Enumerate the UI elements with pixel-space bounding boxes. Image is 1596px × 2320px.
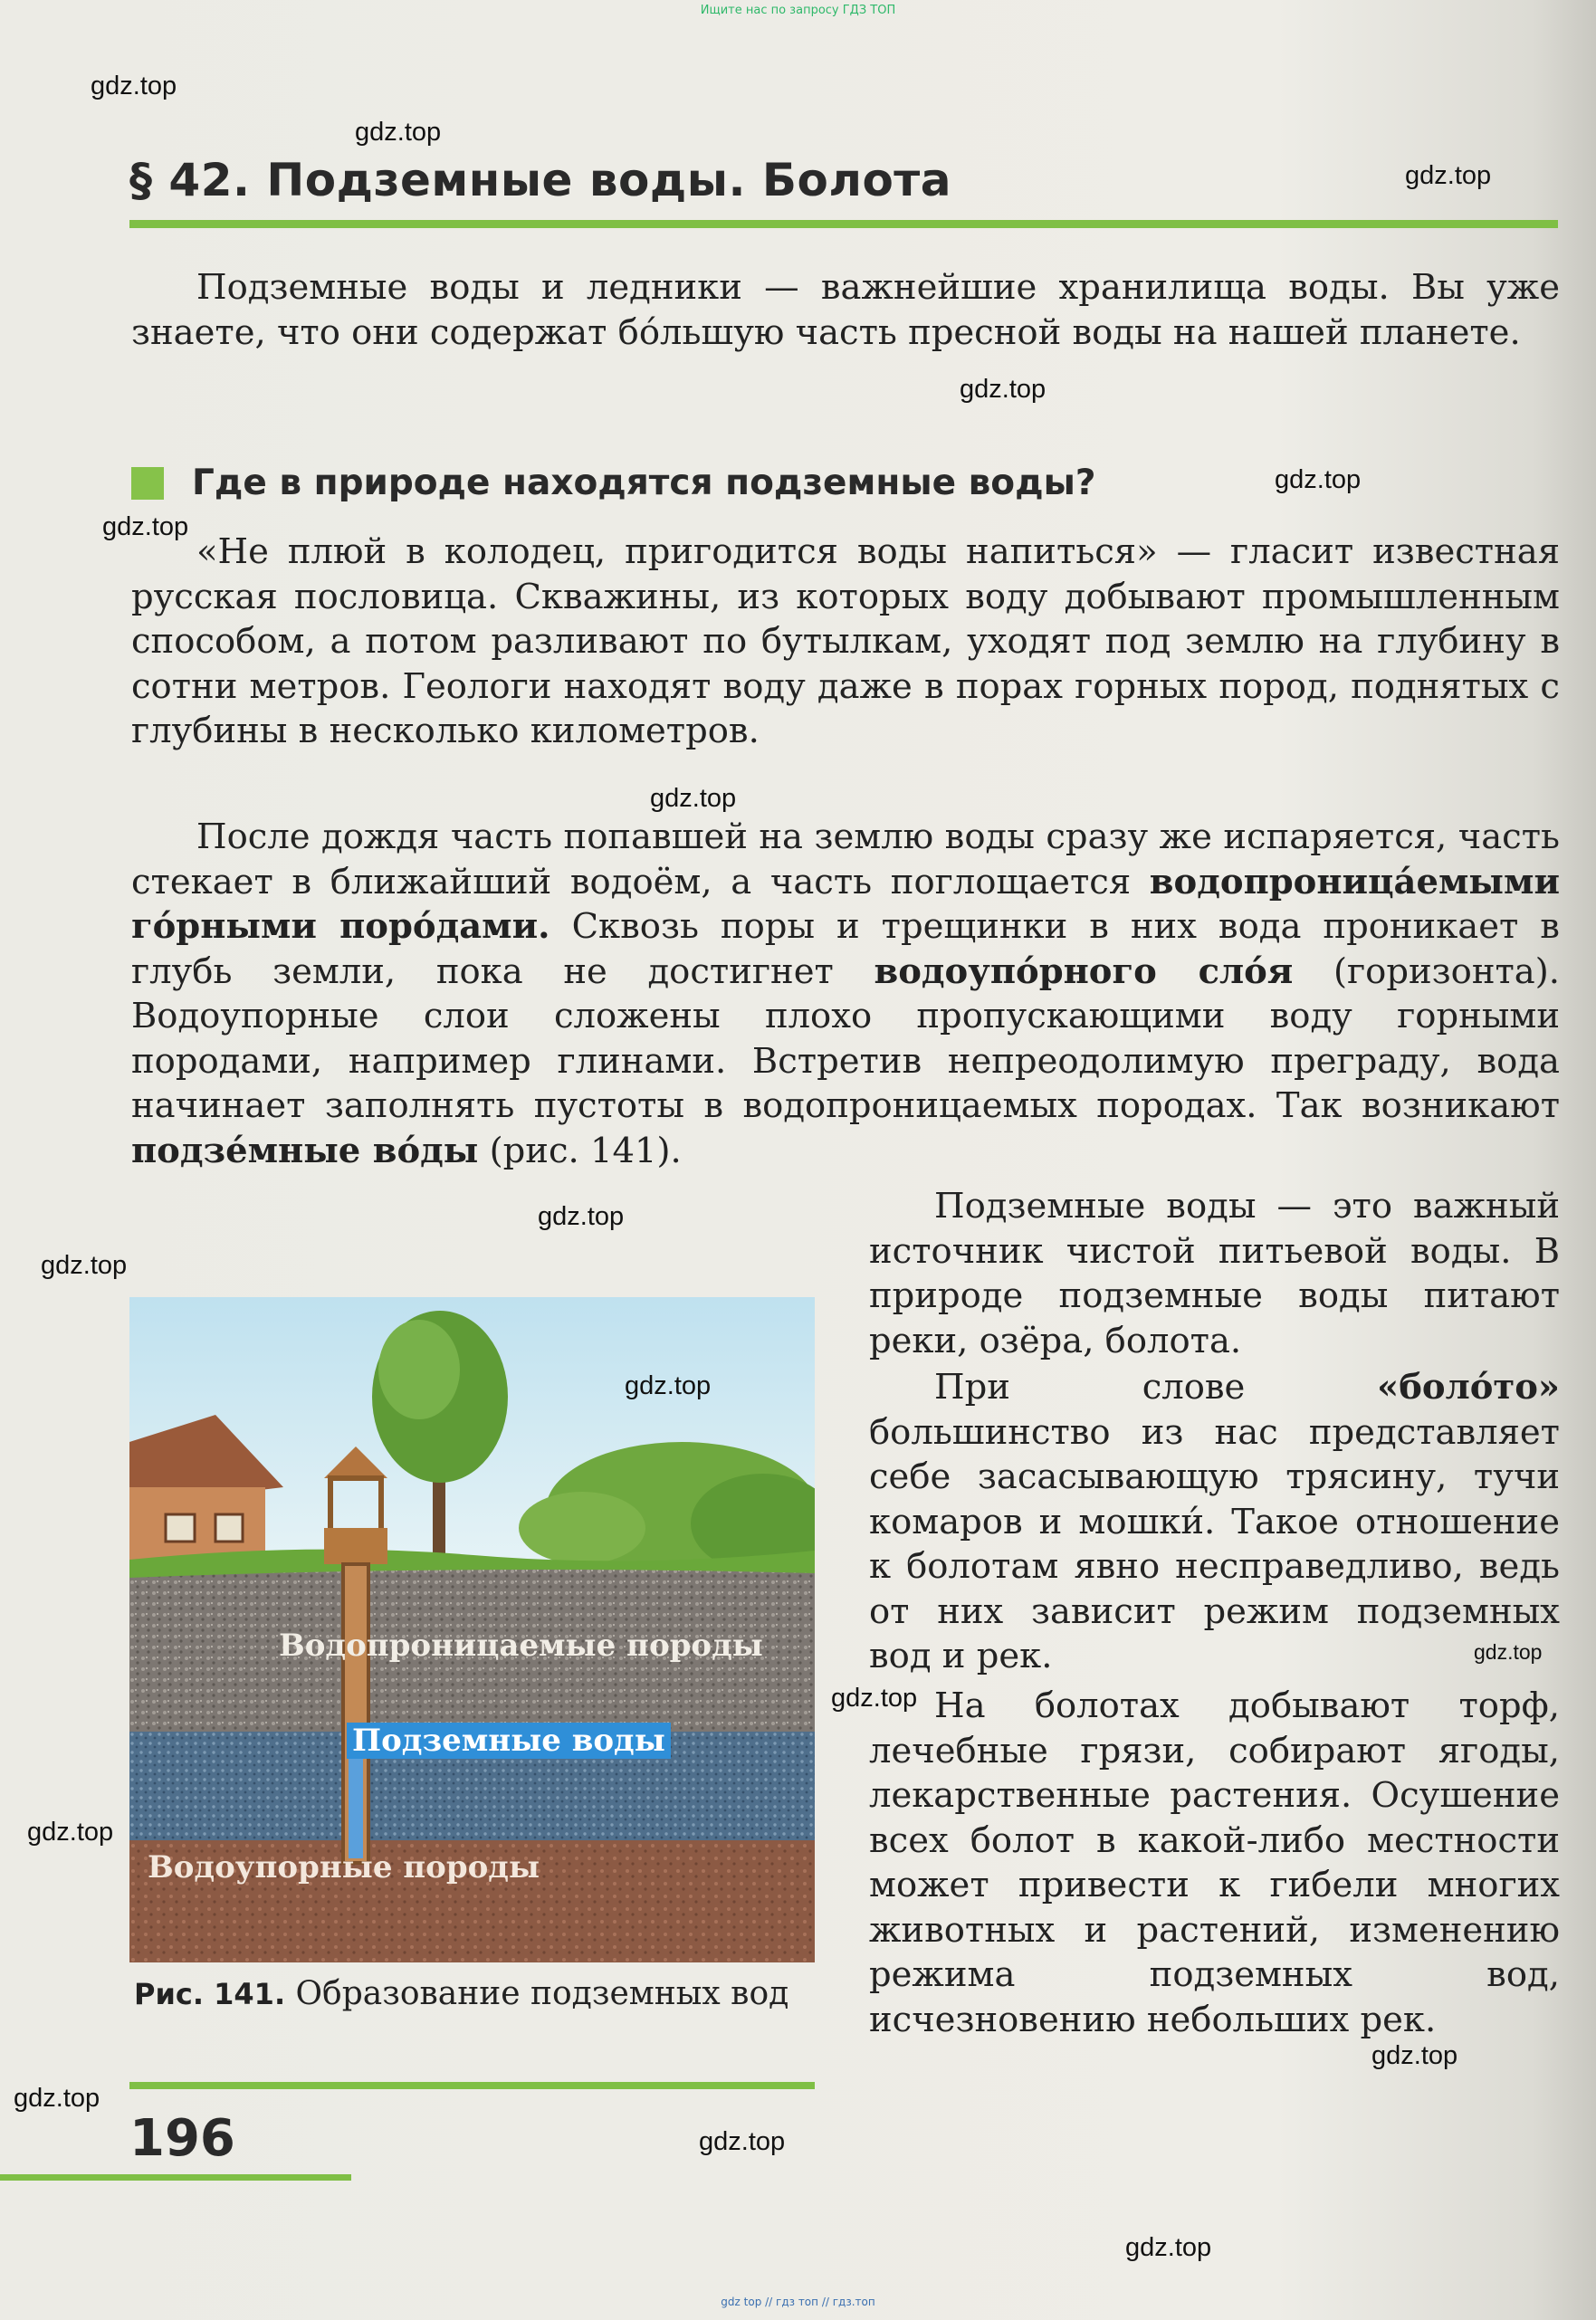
watermark: gdz.top (355, 118, 442, 147)
intro-paragraph: Подземные воды и ледники — важнейшие хранилища воды. Вы уже знаете, что они содержат бо́льшую часть пресной воды на нашей планете. (131, 267, 1560, 353)
watermark: gdz.top (1371, 2041, 1458, 2070)
caption-label: Рис. 141. (134, 1977, 286, 2011)
watermark: gdz.top (14, 2084, 100, 2113)
bottom-banner: gdz top // гдз топ // гдз.топ (721, 2296, 875, 2308)
watermark: gdz.top (625, 1371, 712, 1400)
watermark: gdz.top (831, 1684, 918, 1713)
term-swamp: «боло́то» (1377, 1367, 1560, 1408)
watermark: gdz.top (960, 375, 1046, 404)
label-groundwater: Подземные воды (347, 1723, 671, 1759)
paragraph-formation: После дождя часть попавшей на землю воды сразу же испаряется, часть стекает в ближайший водоём, а часть поглощается водопроница́емыми го́рными поро́дами. Сквозь поры и трещинки в них вода проникает в глубь земли, пока не достигнет водоупо́рного сло́я (горизонта). Водоупорные слои сложены плохо пропускающими воду горными породами, например глинами. Встретив непреодолимую преграду, вода начинает заполнять пустоты в водопроницаемых породах. Так возникают подзе́мные во́ды (рис. 141). (131, 816, 1560, 1171)
watermark: gdz.top (91, 72, 177, 100)
watermark: gdz.top (1405, 161, 1492, 190)
watermark: gdz.top (1474, 1640, 1543, 1664)
watermark: gdz.top (41, 1251, 128, 1280)
term-groundwater: подзе́мные во́ды (131, 1130, 479, 1171)
page-title: § 42. Подземные воды. Болота (129, 154, 952, 206)
label-impermeable: Водоупорные породы (148, 1849, 540, 1886)
section-heading: Где в природе находятся подземные воды? (192, 463, 1096, 503)
watermark: gdz.top (650, 784, 737, 813)
figure-caption: Рис. 141. Образование подземных вод (134, 1975, 789, 2012)
term-permeable: водопроница́емыми го́рными поро́дами. (131, 861, 1560, 947)
paragraph-proverb: «Не плюй в колодец, пригодится воды напиться» — гласит известная русская пословица. Скважины, из которых воду добывают промышленным способом, а потом разливают по бутылкам, уходят под землю на глубину в сотни метров. Геологи находят воду даже в порах горных пород, поднятых с глубины в несколько километров. (131, 531, 1560, 751)
watermark: gdz.top (1275, 465, 1362, 494)
paragraph-importance: Подземные воды — это важный источник чистой питьевой воды. В природе подземные воды питают реки, озёра, болота. (869, 1186, 1560, 1361)
watermark: gdz.top (27, 1818, 114, 1847)
caption-rule (129, 2082, 815, 2089)
title-rule (129, 220, 1558, 228)
term-impermeable-layer: водоупо́рного сло́я (874, 950, 1294, 992)
watermark: gdz.top (699, 2127, 786, 2156)
figure-141 (129, 1297, 815, 1962)
page-number-rule (0, 2174, 351, 2181)
top-banner: Ищите нас по запросу ГДЗ ТОП (700, 4, 896, 17)
page-number: 196 (129, 2109, 235, 2168)
watermark: gdz.top (102, 512, 189, 541)
section-marker-icon (131, 467, 164, 500)
watermark: gdz.top (1125, 2233, 1212, 2262)
paragraph-swamp-use: На болотах добывают торф, лечебные грязи, собирают ягоды, лекарственные растения. Осушение всех болот в какой-либо местности может привести к гибели многих животных и растений, изменению режима подземных вод, исчезновению небольших рек. (869, 1685, 1560, 2040)
label-permeable: Водопроницаемые породы (279, 1628, 763, 1664)
paragraph-swamp: При слове «боло́то» большинство из нас представляет себе засасывающую трясину, тучи комаров и мошки́. Такое отношение к болотам явно несправедливо, ведь от них зависит режим подземных вод и рек. (869, 1367, 1560, 1676)
watermark: gdz.top (538, 1202, 625, 1231)
